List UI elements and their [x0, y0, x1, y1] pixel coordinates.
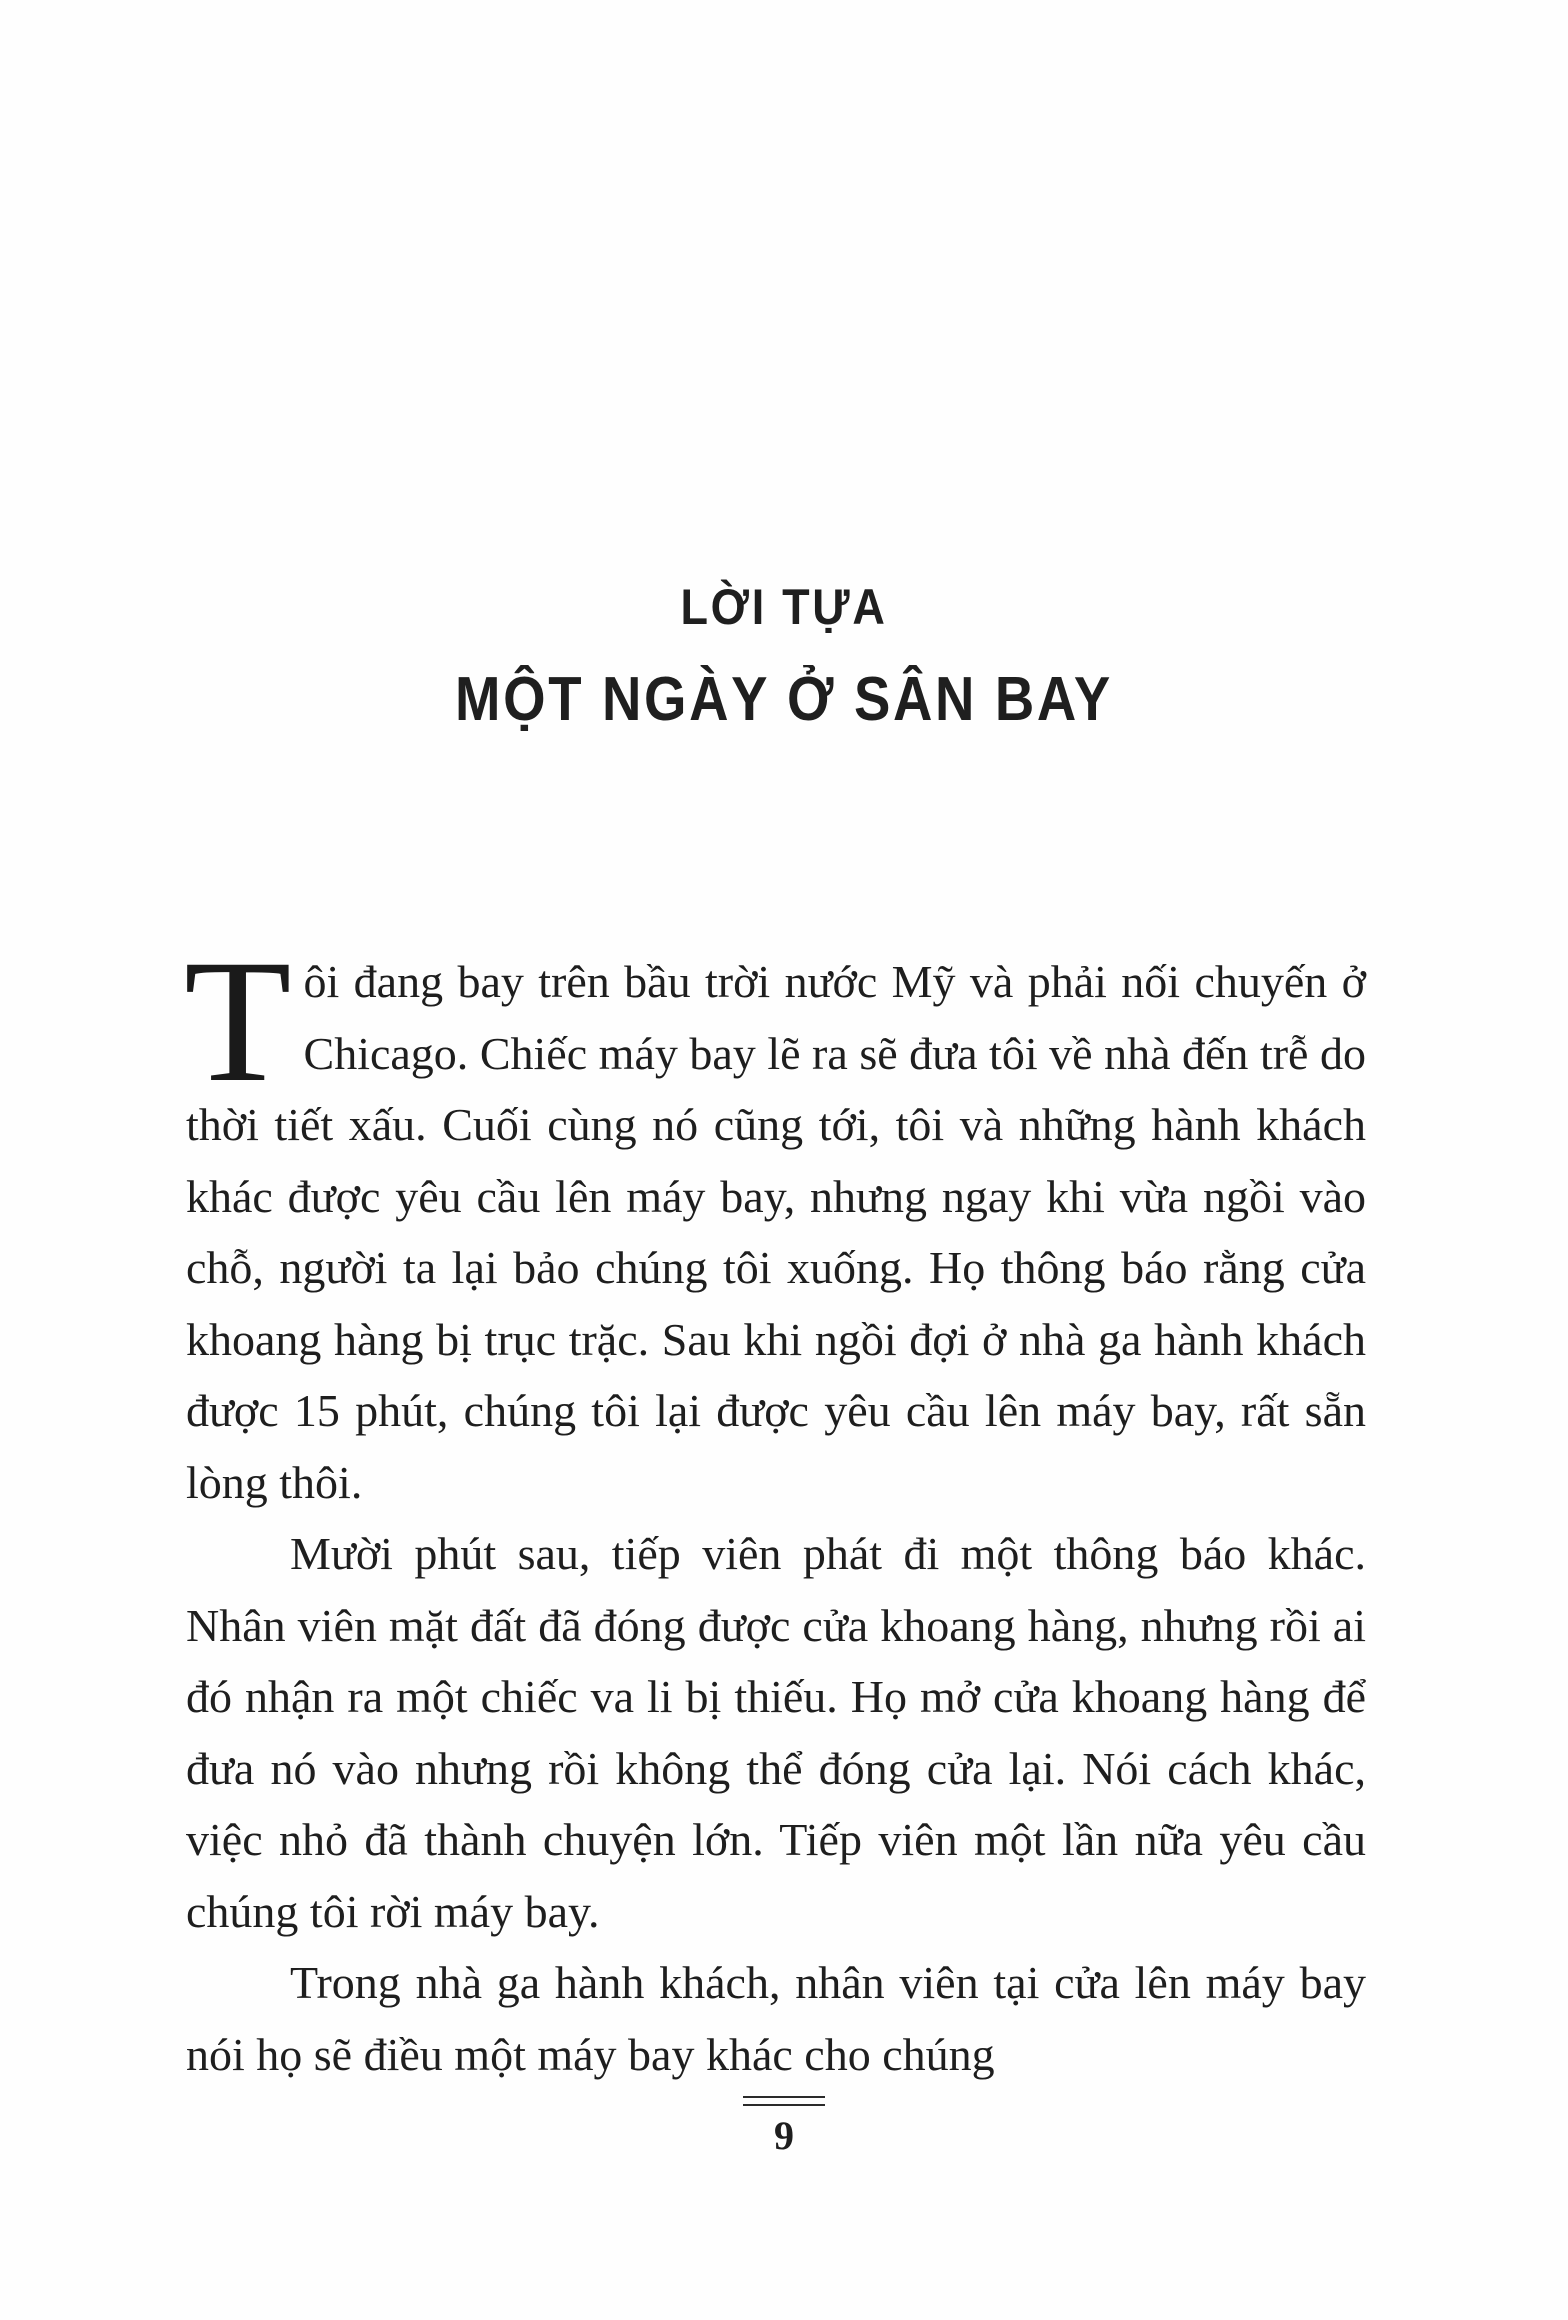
paragraph-3: Trong nhà ga hành khách, nhân viên tại cửa lên máy bay nói họ sẽ điều một máy bay khác cho chúng: [186, 1957, 1366, 2080]
paragraph-1-text: ôi đang bay trên bầu trời nước Mỹ và phải nối chuyến ở Chicago. Chiếc máy bay lẽ ra sẽ đưa tôi về nhà đến trễ do thời tiết xấu. Cuối cùng nó cũng tới, tôi và những hành khách khác được yêu cầu lên máy bay, nhưng ngay khi vừa ngồi vào chỗ, người ta lại bảo chúng tôi xuống. Họ thông báo rằng cửa khoang hàng bị trục trặc. Sau khi ngồi đợi ở nhà ga hành khách được 15 phút, chúng tôi lại được yêu cầu lên máy bay, rất sẵn lòng thôi.: [186, 956, 1366, 1508]
page-footer: [0, 2096, 1568, 2164]
page-number: 9: [774, 2113, 794, 2158]
chapter-heading: [0, 572, 1568, 740]
chapter-title: MỘT NGÀY Ở SÂN BAY: [455, 665, 1113, 734]
chapter-label: LỜI TỰA: [680, 579, 888, 635]
paragraph-2: Mười phút sau, tiếp viên phát đi một thông báo khác. Nhân viên mặt đất đã đóng được cửa khoang hàng, nhưng rồi ai đó nhận ra một chiếc va li bị thiếu. Họ mở cửa khoang hàng để đưa nó vào nhưng rồi không thể đóng cửa lại. Nói cách khác, việc nhỏ đã thành chuyện lớn. Tiếp viên một lần nữa yêu cầu chúng tôi rời máy bay.: [186, 1528, 1366, 1937]
body-text: [184, 924, 1366, 2090]
folio-double-rule: [743, 2096, 825, 2106]
paragraph-1: [184, 924, 1366, 1518]
drop-cap: T: [184, 924, 292, 1119]
